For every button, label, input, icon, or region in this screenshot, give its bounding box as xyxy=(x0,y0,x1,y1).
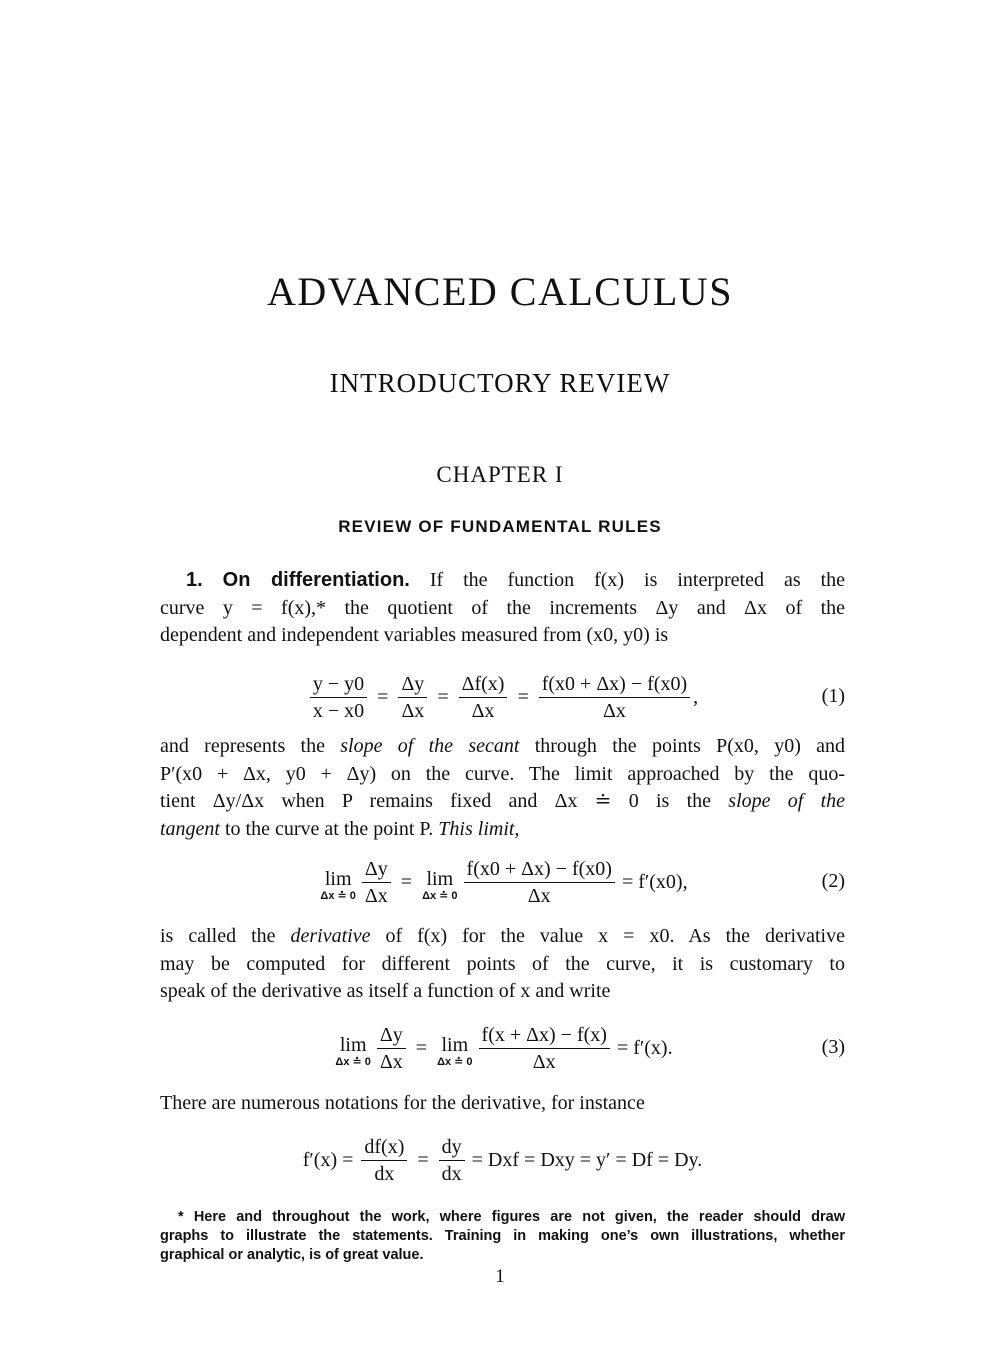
footnote-line: graphs to illustrate the statements. Training in making one’s own illustrations, whether xyxy=(160,1228,845,1244)
paragraph-differentiation-intro xyxy=(160,567,845,650)
section-number: 1. xyxy=(186,569,203,591)
fraction: $\frac{dy}{dx}$ xyxy=(439,1136,465,1185)
equation-1: $\frac{y - y0}{x - x0}$ = $\frac{\Delta y}{\Delta x}$ = $\frac{\Delta f(x)}{\Delta x}$ = $\frac{f(x0 + \Delta x) - f(x0)}{\Delta x}$ , (1) xyxy=(160,667,845,727)
paragraph-derivative-definition xyxy=(160,923,845,1006)
equation-number: (1) xyxy=(821,685,845,707)
equation-notations: f′(x) = $\frac{df(x)}{dx}$ = $\frac{dy}{dx}$ = Dxf = Dxy = y′ = Df = Dy. xyxy=(302,1135,703,1185)
book-title: ADVANCED CALCULUS xyxy=(267,269,733,314)
equation-number: (2) xyxy=(821,870,845,892)
paragraph-text: If the function f(x) is interpreted as the xyxy=(429,569,846,591)
paragraph-line: tangent to the curve at the point P. This limit, xyxy=(160,817,520,840)
footnote-line: graphical or analytic, is of great value. xyxy=(160,1247,424,1263)
chapter-label: CHAPTER I xyxy=(436,462,564,487)
equation-rhs: = f′(x0), xyxy=(621,870,688,893)
fraction: $\frac{\Delta y}{\Delta x}$ xyxy=(377,1024,406,1073)
footnote-line: * Here and throughout the work, where figures are not given, the reader should draw xyxy=(178,1209,845,1225)
fraction: $\frac{df(x)}{dx}$ xyxy=(361,1136,407,1185)
paragraph-line: P′(x0 + Δx, y0 + Δy) on the curve. The limit approached by the quo- xyxy=(160,762,845,785)
equation-lhs: f′(x) = xyxy=(302,1148,354,1171)
footnote xyxy=(160,1208,845,1265)
fraction: $\frac{f(x0 + \Delta x) - f(x0)}{\Delta x}$ xyxy=(464,858,615,907)
paragraph-line: dependent and independent variables measured from (x0, y0) is xyxy=(160,624,669,646)
paragraph-line: tient Δy/Δx when P remains fixed and Δx ≐ 0 is the slope of the xyxy=(160,790,845,812)
emphasis-text: slope of the secant xyxy=(340,735,520,757)
part-title: INTRODUCTORY REVIEW xyxy=(329,368,671,398)
chapter-title: REVIEW OF FUNDAMENTAL RULES xyxy=(338,517,662,536)
limit-operator: lim Δx ≐ 0 xyxy=(422,868,458,902)
paragraph-line: There are numerous notations for the derivative, for instance xyxy=(160,1092,645,1114)
paragraph-line: and represents the slope of the secant through the points P(x0, y0) and xyxy=(160,735,846,757)
fraction: $\frac{y - y0}{x - x0}$ xyxy=(310,673,367,722)
equation-3: lim Δx ≐ 0 $\frac{\Delta y}{\Delta x}$ = lim Δx ≐ 0 $\frac{f(x + \Delta x) - f(x)}{\Delta x}$ = f′(x). (3) xyxy=(335,1023,845,1073)
paragraph-line: speak of the derivative as itself a function of x and write xyxy=(160,980,611,1002)
fraction: $\frac{\Delta y}{\Delta x}$ xyxy=(398,673,427,722)
paragraph-line xyxy=(160,567,845,595)
fraction: $\frac{\Delta y}{\Delta x}$ xyxy=(362,858,391,907)
emphasis-text: derivative xyxy=(290,925,371,947)
limit-operator: lim Δx ≐ 0 xyxy=(437,1034,473,1068)
paragraph-line: curve y = f(x),* the quotient of the increments Δy and Δx of the xyxy=(160,596,845,619)
paragraph-line: may be computed for different points of the curve, it is customary to xyxy=(160,952,845,975)
section-heading: On differentiation. xyxy=(222,569,410,591)
equation-2: lim Δx ≐ 0 $\frac{\Delta y}{\Delta x}$ = lim Δx ≐ 0 $\frac{f(x0 + \Delta x) - f(x0)}{\Delta x}$ = f′(x0), (2) xyxy=(320,857,845,907)
fraction: $\frac{f(x + \Delta x) - f(x)}{\Delta x}$ xyxy=(479,1024,610,1073)
paragraph-notations xyxy=(160,1090,845,1118)
limit-operator: lim Δx ≐ 0 xyxy=(320,868,356,902)
fraction: $\frac{\Delta f(x)}{\Delta x}$ xyxy=(459,673,508,722)
equation-number: (3) xyxy=(821,1036,845,1058)
equation-rhs: = Dxf = Dxy = y′ = Df = Dy. xyxy=(471,1148,703,1171)
emphasis-text: This limit, xyxy=(438,817,520,840)
equation-rhs: = f′(x). xyxy=(616,1036,673,1059)
emphasis-text: slope of the xyxy=(728,790,845,812)
fraction: $\frac{f(x0 + \Delta x) - f(x0)}{\Delta x}$ xyxy=(539,673,690,722)
limit-operator: lim Δx ≐ 0 xyxy=(335,1034,371,1068)
paragraph-line: is called the derivative of f(x) for the value x = x0. As the derivative xyxy=(160,925,845,947)
paragraph-secant-tangent xyxy=(160,733,845,843)
page-number: 1 xyxy=(495,1266,505,1287)
emphasis-text: tangent xyxy=(160,817,220,840)
